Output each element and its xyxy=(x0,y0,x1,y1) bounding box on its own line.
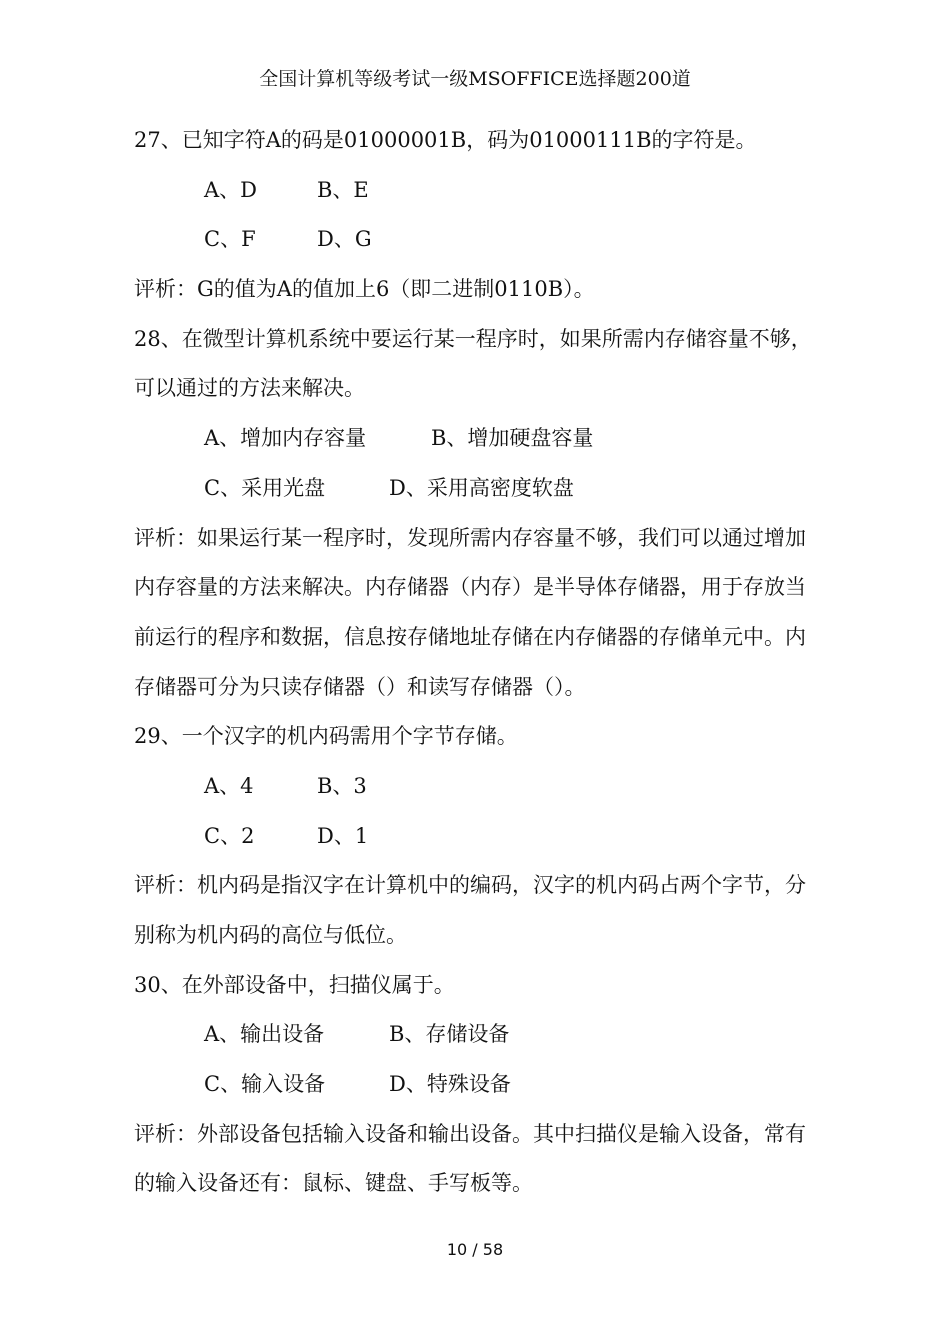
question-stem: 可以通过的方法来解决。 xyxy=(134,376,365,401)
option-row xyxy=(134,166,810,216)
analysis-text: 别称为机内码的高位与低位。 xyxy=(134,923,407,947)
option-a: A、输出设备 xyxy=(204,1022,325,1047)
analysis-text: 评析：G的值为A的值加上6（即二进制0110B）。 xyxy=(134,277,595,302)
option-d: D、G xyxy=(317,227,372,252)
option-b: B、增加硬盘容量 xyxy=(431,426,594,451)
option-c: C、采用光盘 xyxy=(204,475,326,500)
document-body xyxy=(134,116,810,1209)
option-d: D、1 xyxy=(317,823,369,848)
analysis-text: 存储器可分为只读存储器（）和读写存储器（）。 xyxy=(134,674,586,699)
option-c: C、2 xyxy=(204,823,255,848)
option-a: A、增加内存容量 xyxy=(204,426,367,451)
analysis-text: 内存容量的方法来解决。内存储器（内存）是半导体存储器，用于存放当 xyxy=(134,575,806,600)
option-c: C、输入设备 xyxy=(204,1072,326,1097)
question-stem: 29、一个汉字的机内码需用个字节存储。 xyxy=(134,724,518,749)
option-b: B、E xyxy=(317,177,369,202)
option-b: B、3 xyxy=(317,773,367,798)
question-30 xyxy=(134,961,810,1209)
option-row xyxy=(134,414,810,464)
analysis-text: 评析：如果运行某一程序时，发现所需内存容量不够，我们可以通过增加 xyxy=(134,525,806,550)
option-row xyxy=(134,812,810,862)
option-row xyxy=(134,1060,810,1110)
analysis-text: 前运行的程序和数据，信息按存储地址存储在内存储器的存储单元中。内 xyxy=(134,624,806,649)
option-row xyxy=(134,215,810,265)
option-d: D、特殊设备 xyxy=(389,1072,511,1097)
analysis-text: 评析：机内码是指汉字在计算机中的编码，汉字的机内码占两个字节，分 xyxy=(134,873,806,898)
option-row xyxy=(134,1010,810,1060)
analysis-text: 评析：外部设备包括输入设备和输出设备。其中扫描仪是输入设备，常有 xyxy=(134,1121,806,1146)
option-a: A、4 xyxy=(204,773,254,798)
option-c: C、F xyxy=(204,227,256,252)
question-stem: 27、已知字符A的码是01000001B，码为01000111B的字符是。 xyxy=(134,128,757,152)
page-number: 10 / 58 xyxy=(446,1240,504,1259)
question-28 xyxy=(134,315,810,713)
option-a: A、D xyxy=(204,177,258,202)
page-header: 全国计算机等级考试一级MSOFFICE选择题200道 xyxy=(259,68,691,90)
question-stem: 28、在微型计算机系统中要运行某一程序时，如果所需内存储容量不够， xyxy=(134,326,812,351)
option-d: D、采用高密度软盘 xyxy=(389,475,574,500)
analysis-text: 的输入设备还有：鼠标、键盘、手写板等。 xyxy=(134,1171,533,1196)
question-stem: 30、在外部设备中，扫描仪属于。 xyxy=(134,972,455,997)
question-27 xyxy=(134,116,810,315)
option-row xyxy=(134,464,810,514)
option-b: B、存储设备 xyxy=(389,1022,510,1047)
option-row xyxy=(134,762,810,812)
question-29 xyxy=(134,712,810,960)
